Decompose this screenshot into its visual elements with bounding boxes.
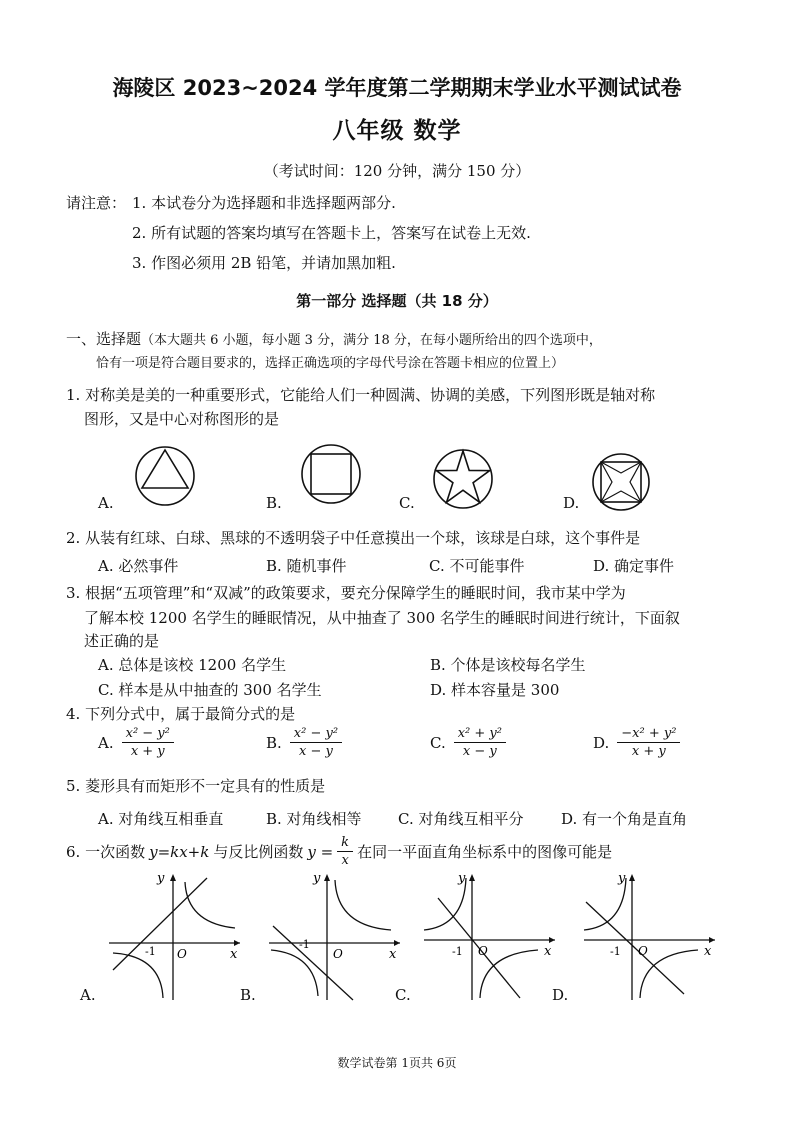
x-axis-arrow [234,940,240,946]
q1-line2: 图形，又是中心对称图形的是 [84,410,280,428]
q2-option-d: D. 确定事件 [593,557,675,575]
q6-option-b: B. [240,986,256,1004]
section-heading [66,328,602,349]
y-axis-arrow [629,874,635,881]
fraction-numerator: x² − y² [290,726,342,743]
q5-option-b: B. 对角线相等 [266,810,362,828]
y-axis-label: y [313,871,321,886]
q1-option-d: D. [563,494,580,512]
q1-figure-b [298,441,364,507]
q6-option-a: A. [80,986,96,1004]
q1-option-b: B. [266,494,282,512]
fraction-denominator: x [341,853,349,868]
q5-option-a: A. 对角线互相垂直 [98,810,224,828]
origin-label: O [638,944,648,958]
part1-title: 第一部分 选择题（共 18 分） [296,292,498,310]
q1-figure-c [430,446,496,512]
q1-option-a: A. [98,494,114,512]
q1-figure-d [590,451,652,513]
notice-item-3: 3. 作图必须用 2B 铅笔，并请加黑加粗. [132,254,396,272]
q2-option-b: B. 随机事件 [266,557,347,575]
q6-graph-c [420,868,560,1003]
hyperbola-branch-lower [640,950,698,998]
q2-option-a: A. 必然事件 [98,557,179,575]
hyperbola-branch-upper [185,882,235,928]
x-axis-label: x [230,947,238,962]
q4-option-c [430,726,506,759]
q6-stem [66,835,612,868]
q1-figure-a [130,441,200,511]
q2-stem: 2. 从装有红球、白球、黑球的不透明袋子中任意摸出一个球，该球是白球，这个事件是 [66,529,641,547]
section-desc-1: （本大题共 6 小题，每小题 3 分，满分 18 分，在每小题所给出的四个选项中， [141,333,602,348]
q6-stem-part-c: 在同一平面直角坐标系中的图像可能是 [357,843,613,861]
q4-option-d [593,726,680,759]
q5-option-d: D. 有一个角是直角 [561,810,688,828]
q4-option-b-fraction [290,726,342,759]
origin-label: O [177,947,187,961]
y-axis-label: y [458,871,466,886]
q4-option-a-fraction [122,726,174,759]
x-axis-label: x [389,947,397,962]
hyperbola-branch-lower [271,950,318,996]
notice-item-2: 2. 所有试题的答案均填写在答题卡上，答案写在试卷上无效. [132,224,531,242]
q3-line1: 3. 根据“五项管理”和“双减”的政策要求，要充分保障学生的睡眠时间，我市某中学为 [66,584,626,602]
q6-graph-d [580,868,720,1003]
q6-inverse-lhs: y = [307,842,334,861]
q5-option-c: C. 对角线互相平分 [398,810,524,828]
q6-stem-part-b: 与反比例函数 [213,843,304,861]
q3-line2: 了解本校 1200 名学生的睡眠情况，从中抽查了 300 名学生的睡眠时间进行统计，下面叙 [84,609,680,627]
q6-graph-b [265,868,405,1003]
notice-item-1: 1. 本试卷分为选择题和非选择题两部分. [132,194,396,212]
fraction-numerator: −x² + y² [617,726,680,743]
q3-option-b: B. 个体是该校每名学生 [430,656,586,674]
q4-stem: 4. 下列分式中，属于最简分式的是 [66,705,296,723]
linear-function-line [113,878,207,970]
notice-label: 请注意： [66,194,127,212]
q4-option-c-label: C. [430,733,446,752]
q6-linear-function: y=kx+k [149,842,210,861]
page-footer: 数学试卷第 1页共 6页 [337,1056,457,1070]
fraction-denominator: x − y [462,744,497,759]
q6-stem-part-a: 6. 一次函数 [66,843,146,861]
x-axis-label: x [704,944,712,959]
linear-function-line [586,902,684,994]
fraction-numerator: x² − y² [122,726,174,743]
q4-option-a [98,726,174,759]
fraction-denominator: x + y [130,744,165,759]
hyperbola-branch-upper [335,880,391,930]
hyperbola-branch-lower [113,953,163,998]
q4-option-c-fraction [454,726,506,759]
q4-option-b-label: B. [266,733,282,752]
fraction-numerator: k [337,835,353,852]
q4-option-a-label: A. [98,733,114,752]
fraction-denominator: x + y [631,744,666,759]
q3-line3: 述正确的是 [84,632,160,650]
y-axis-label: y [157,871,165,886]
y-axis-arrow [469,874,475,881]
exam-info: （考试时间：120 分钟，满分 150 分） [263,162,531,180]
q6-option-d: D. [552,986,569,1004]
section-desc-2: 恰有一项是符合题目要求的，选择正确选项的字母代号涂在答题卡相应的位置上） [96,356,565,371]
q4-option-b [266,726,342,759]
x-axis-label: x [544,944,552,959]
hyperbola-branch-lower [480,950,538,998]
q1-line1: 1. 对称美是美的一种重要形式，它能给人们一种圆满、协调的美感，下列图形既是轴对称 [66,386,656,404]
q4-option-d-fraction [617,726,680,759]
x-axis-arrow [394,940,400,946]
q6-inverse-fraction [337,835,353,868]
q1-option-c: C. [399,494,415,512]
q3-option-c: C. 样本是从中抽查的 300 名学生 [98,681,322,699]
x-axis-arrow [549,937,555,943]
q4-option-d-label: D. [593,733,610,752]
q6-option-c: C. [395,986,411,1004]
tick-label: -1 [610,945,621,958]
origin-label: O [478,944,488,958]
x-axis-arrow [709,937,715,943]
y-axis-arrow [170,874,176,881]
tick-label: -1 [145,945,156,958]
fraction-numerator: x² + y² [454,726,506,743]
linear-function-line [273,926,353,1000]
tick-label: -1 [299,938,310,951]
exam-title: 海陵区 2023~2024 学年度第二学期期末学业水平测试试卷 [112,76,682,100]
q3-option-d: D. 样本容量是 300 [430,681,560,699]
y-axis-arrow [324,874,330,881]
q6-graph-a [105,868,245,1003]
y-axis-label: y [618,871,626,886]
q2-option-c: C. 不可能事件 [429,557,525,575]
section-label: 一、选择题 [66,330,142,348]
fraction-denominator: x − y [299,744,333,759]
q5-stem: 5. 菱形具有而矩形不一定具有的性质是 [66,777,326,795]
tick-label: -1 [452,945,463,958]
origin-label: O [333,947,343,961]
q3-option-a: A. 总体是该校 1200 名学生 [98,656,287,674]
exam-subtitle: 八年级 数学 [332,118,462,144]
